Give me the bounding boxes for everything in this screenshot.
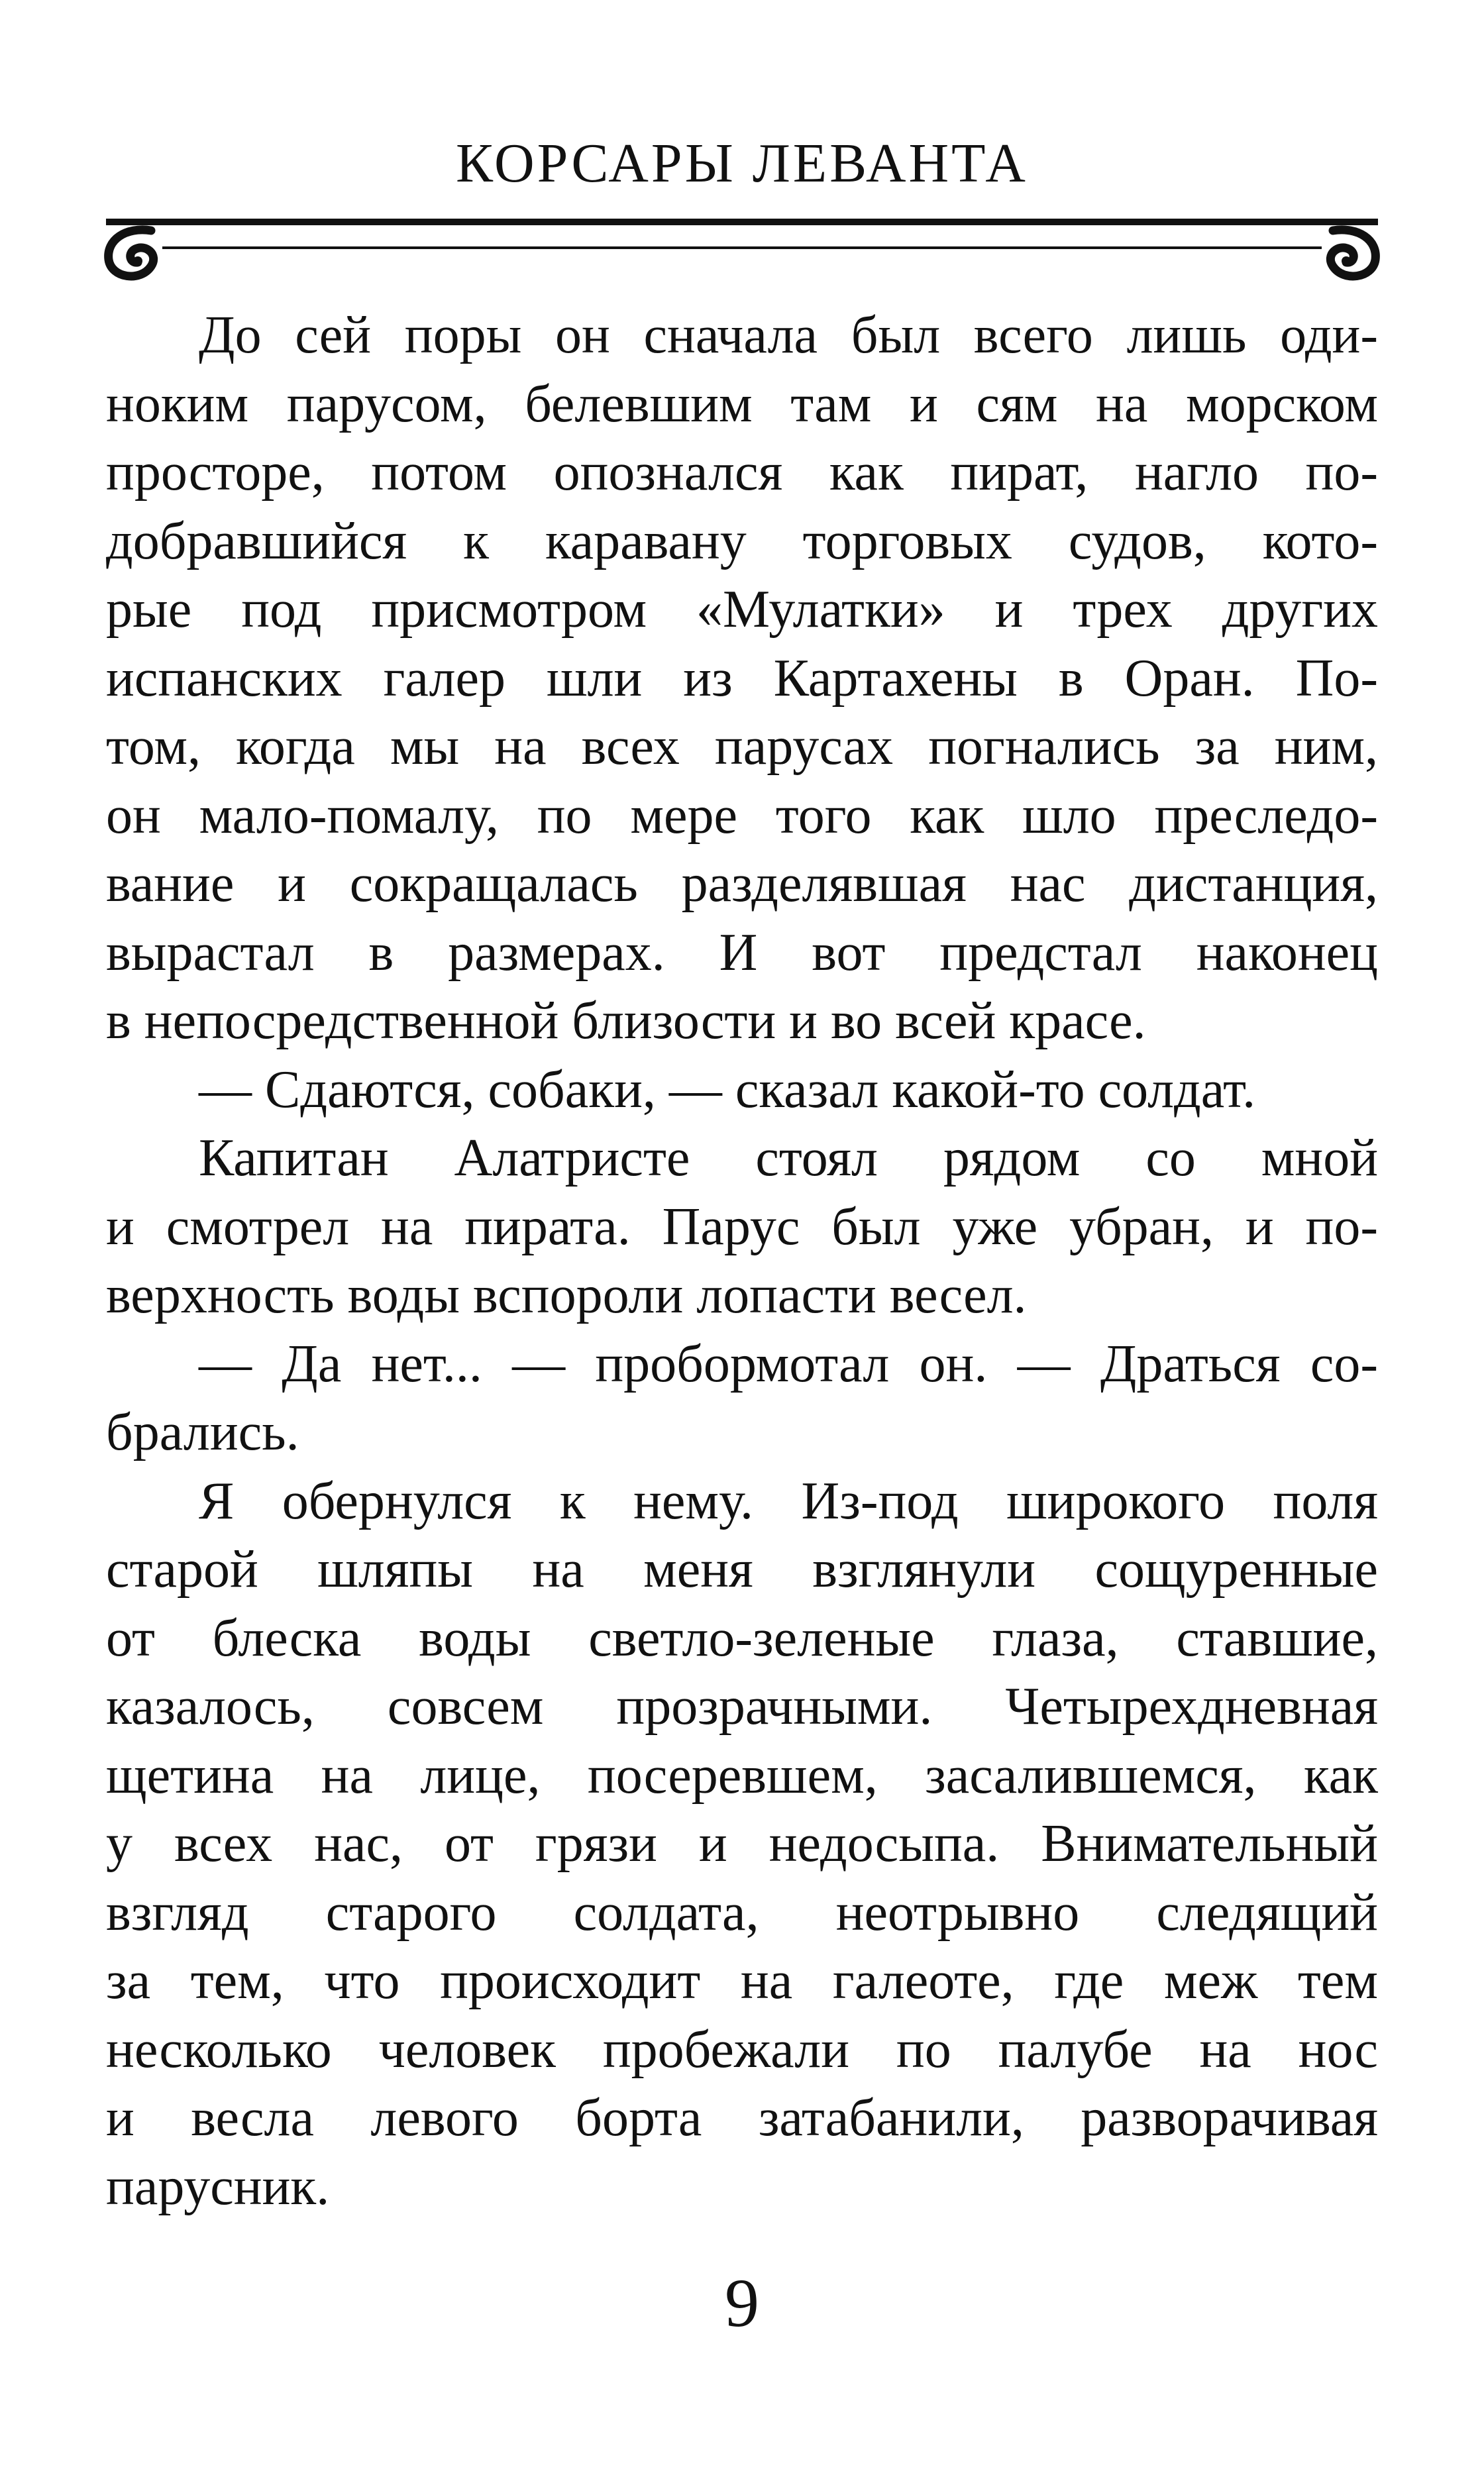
text-line: До сей поры он сначала был всего лишь оди-	[199, 306, 1378, 364]
text-line: вырастал в размерах. И вот предстал наконец	[106, 923, 1378, 982]
text-line: у всех нас, от грязи и недосыпа. Внимательный	[106, 1815, 1378, 1873]
text-line: щетина на лице, посеревшем, засалившемся, как	[106, 1746, 1378, 1805]
text-line: он мало-помалу, по мере того как шло преследо-	[106, 786, 1378, 845]
running-head: КОРСАРЫ ЛЕВАНТА	[456, 132, 1028, 194]
text-line: казалось, совсем прозрачными. Четырехдневная	[106, 1677, 1378, 1736]
text-line: старой шляпы на меня взглянули сощуренные	[106, 1540, 1378, 1599]
text-line: том, когда мы на всех парусах погнались за ним,	[106, 717, 1378, 776]
text-line: за тем, что происходит на галеоте, где меж тем	[106, 1952, 1378, 2010]
text-line: несколько человек пробежали по палубе на нос	[106, 2020, 1378, 2079]
text-line: испанских галер шли из Картахены в Оран. По-	[106, 649, 1378, 708]
text-line: и смотрел на пирата. Парус был уже убран, и по-	[106, 1197, 1378, 1256]
text-line: — Да нет... — пробормотал он. — Драться со-	[199, 1334, 1378, 1393]
text-line: — Сдаются, собаки, — сказал какой-то солдат.	[199, 1060, 1256, 1119]
text-line: в непосредственной близости и во всей красе.	[106, 992, 1146, 1050]
body-text	[106, 301, 1378, 2221]
text-line: взгляд старого солдата, неотрывно следящий	[106, 1883, 1378, 1942]
text-line: брались.	[106, 1403, 299, 1461]
header-rule-thick	[106, 219, 1378, 225]
text-line: Капитан Алатристе стоял рядом со мной	[199, 1129, 1378, 1187]
text-line: Я обернулся к нему. Из-под широкого поля	[199, 1471, 1378, 1530]
text-line: верхность воды вспороли лопасти весел.	[106, 1266, 1027, 1324]
page-number: 9	[725, 2265, 759, 2341]
text-line: вание и сокращалась разделявшая нас дистанция,	[106, 855, 1378, 913]
scroll-ornament-right-icon	[1312, 225, 1385, 285]
header-rule-thin	[162, 246, 1322, 249]
text-line: от блеска воды светло-зеленые глаза, ставшие,	[106, 1609, 1378, 1667]
text-line: ноким парусом, белевшим там и сям на морском	[106, 374, 1378, 433]
text-line: рые под присмотром «Мулатки» и трех других	[106, 580, 1378, 639]
text-line: парусник.	[106, 2157, 330, 2216]
text-line: просторе, потом опознался как пират, нагло по-	[106, 443, 1378, 502]
text-line: добравшийся к каравану торговых судов, кото-	[106, 511, 1378, 570]
text-line: и весла левого борта затабанили, разворачивая	[106, 2089, 1378, 2147]
scroll-ornament-left-icon	[99, 225, 172, 285]
